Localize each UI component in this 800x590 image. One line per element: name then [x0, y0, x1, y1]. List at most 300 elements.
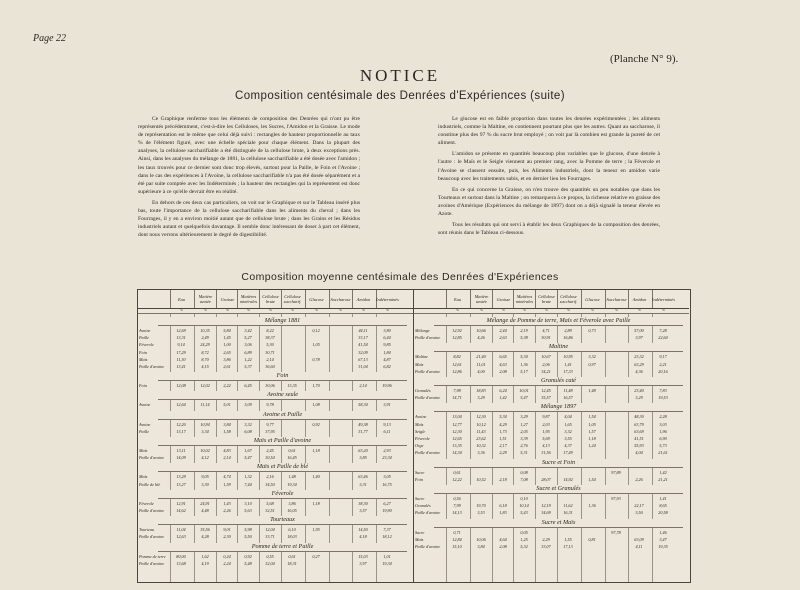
- table-cell: 4,26: [477, 335, 485, 341]
- table-cell: 16,05: [287, 508, 297, 513]
- table-cell: 5,34: [520, 354, 528, 360]
- table-cell: 10,06: [476, 536, 486, 542]
- table-cell: 12,30: [476, 414, 486, 420]
- row-label: Seigle: [415, 428, 426, 434]
- table-cell: 3,36: [477, 450, 485, 456]
- table-cell: 12,85: [452, 335, 462, 341]
- table-half-left: [138, 290, 414, 582]
- row-label: Foin: [415, 476, 423, 482]
- unit-mark: %: [339, 308, 342, 312]
- table-cell: 12,04: [265, 527, 275, 533]
- table-cell: 10,32: [476, 443, 486, 449]
- paragraph: En dehors de ces deux cas particuliers, on voit sur le Graphique et sur le Tableau inséré plus bas, toute l'importance de la cellulose saccharifiable dans les aliments du cheval ; dans les Fourrages, il y en a environ moitié autant que de cellulose brute ; dans les Grains et les Résidus industriels autant et quelquefois davantage. Il semble donc intéressant de doser à part cet élément, dont nous verrons ultérieurement le degré de digestibilité.: [138, 199, 360, 239]
- table-cell: 1,27: [520, 421, 528, 427]
- table-cell: 13,31: [176, 335, 186, 341]
- table-cell: 2,14: [266, 356, 274, 362]
- table-cell: 55,93: [634, 443, 644, 449]
- table-cell: 0,24: [223, 553, 231, 559]
- table-cell: 1,95: [542, 428, 550, 434]
- table-cell: 2,93: [383, 448, 391, 453]
- table-cell: 3,09: [244, 402, 252, 408]
- table-cell: 0,12: [312, 328, 320, 333]
- table-cell: 3,86: [223, 356, 231, 362]
- table-cell: 2,06: [542, 361, 550, 367]
- table-cell: 4,37: [564, 443, 572, 449]
- row-label: Maïs: [415, 421, 424, 427]
- unit-mark: %: [638, 308, 641, 312]
- table-cell: 5,37: [244, 364, 252, 369]
- table-cell: 5,69: [542, 436, 550, 441]
- unit-mark: %: [386, 308, 389, 312]
- table-cell: 1,05: [312, 342, 320, 348]
- column-header: Glucose: [305, 290, 327, 308]
- table-cell: 6,27: [383, 500, 391, 506]
- table-cell: 18,31: [287, 560, 297, 566]
- table-cell: 5,31: [520, 450, 528, 456]
- table-row: [138, 421, 413, 428]
- table-cell: 0,08: [520, 469, 528, 475]
- table-cell: 6,65: [499, 354, 507, 360]
- table-cell: 0,56: [453, 496, 461, 501]
- table-row: [414, 495, 689, 502]
- row-label: Maltine: [415, 354, 429, 360]
- table-cell: 14,50: [358, 527, 368, 533]
- table-cell: 2,26: [635, 476, 643, 482]
- column-header: Indéterminés: [376, 290, 398, 308]
- table-row: [138, 473, 413, 480]
- column-header: Matières minérales: [237, 290, 259, 308]
- table-cell: 2,29: [499, 450, 507, 456]
- section-heading: Pomme de terre et Paille: [158, 543, 407, 552]
- table-cell: 36,60: [265, 364, 275, 369]
- paragraph: En ce qui concerne la Graisse, on n'en trouve des quantités un peu notables que dans les Tourteaux et surtout dans la Maltine ; on remarquera à ce propos, la richesse relative en graisse des avoines d'Amérique (Expériences du mélange de 1897) dont on a déjà signalé la teneur élevée en Azote.: [438, 186, 660, 218]
- section-heading: Granulés caté: [434, 377, 683, 386]
- table-cell: 19,70: [476, 503, 486, 509]
- table-cell: 12,65: [452, 436, 462, 441]
- table-cell: 48,30: [634, 414, 644, 420]
- table-cell: 11,01: [476, 361, 486, 367]
- table-cell: 10,01: [519, 388, 529, 393]
- table-cell: 9,17: [659, 354, 667, 360]
- table-cell: 1,45: [223, 335, 231, 341]
- table-cell: 30,06: [265, 383, 275, 389]
- table-cell: 44,11: [358, 328, 368, 333]
- table-cell: 16,31: [563, 510, 573, 516]
- column-header: Eau: [446, 290, 468, 308]
- table-cell: 16,57: [563, 395, 573, 401]
- table-cell: 63,29: [634, 361, 644, 367]
- table-cell: 6,45: [244, 383, 252, 389]
- table-cell: 3,53: [477, 510, 485, 516]
- table-cell: 4,28: [201, 534, 209, 540]
- unit-mark: %: [456, 308, 459, 312]
- table-cell: 9,05: [201, 474, 209, 480]
- table-cell: 2,61: [223, 364, 231, 369]
- table-cell: 11,14: [200, 402, 210, 408]
- table-cell: 3,32: [564, 428, 572, 434]
- table-cell: 13,17: [176, 428, 186, 434]
- table-cell: 1,70: [312, 383, 320, 389]
- table-cell: 3,30: [201, 481, 209, 487]
- table-row: [414, 476, 689, 483]
- table-cell: 3,55: [564, 436, 572, 441]
- table-cell: 16,45: [287, 455, 297, 461]
- table-cell: 2,29: [542, 536, 550, 542]
- table-cell: 37,95: [265, 428, 275, 434]
- unit-mark: %: [567, 308, 570, 312]
- table-row: [138, 363, 413, 370]
- table-cell: 10,67: [541, 354, 551, 360]
- row-label: Sucre: [415, 469, 425, 475]
- table-cell: 0,92: [312, 421, 320, 427]
- table-cell: 41,54: [358, 342, 368, 348]
- table-cell: 21,40: [476, 354, 486, 360]
- table-cell: 5,68: [266, 500, 274, 506]
- table-cell: 4,64: [499, 536, 507, 542]
- table-cell: 3,85: [359, 455, 367, 461]
- table-cell: 11,48: [563, 388, 573, 393]
- row-label: Féverole: [139, 342, 154, 348]
- table-row: [414, 353, 689, 360]
- table-cell: 2,63: [499, 335, 507, 341]
- table-cell: 57,00: [634, 328, 644, 333]
- table-cell: 12,08: [176, 383, 186, 389]
- table-cell: 1,01: [383, 553, 391, 559]
- table-cell: 2,24: [223, 560, 231, 566]
- table-cell: 97,89: [611, 469, 621, 475]
- table-cell: 2,76: [520, 443, 528, 449]
- table-cell: 1,36: [520, 361, 528, 367]
- table-cell: 4,19: [201, 560, 209, 566]
- column-header: Cellulose brute: [535, 290, 557, 308]
- row-label: Féverole: [415, 436, 430, 441]
- paragraph: Ce Graphique renferme tous les éléments de composition des Denrées qui n'ont pu être représentés précédemment, c'est-à-dire les Celluloses, les Sucres, l'Amidon et la Graisse. Le mode de représentation est le même que celui déjà suivi : rectangles de hauteur proportionnelle au taux % de l'élément figuré, avec une échelle spéciale pour chaque élément. Dans la plupart des analyses, la cellulose saccharifiable a été distinguée de la cellulose brute, à deux exceptions près. Ainsi, dans les analyses du mélange de 1881, la cellulose saccharifiable a été dosée avec l'amidon ; les taux trouvés pour ce dernier sont donc trop élevés, surtout pour la Paille, le Foin et l'Avoine ; dans le cas des expériences à l'Avoine, la cellulose saccharifiable n'a pas été dosée séparément et a été par suite comptée avec les Indéterminés ; la hauteur des rectangles qui la représentent est donc supérieure à ce qu'elle devrait être en réalité.: [138, 116, 360, 195]
- table-cell: 19,90: [382, 508, 392, 513]
- table-row: [138, 382, 413, 389]
- table-cell: 1,40: [312, 474, 320, 480]
- table-cell: 97,93: [611, 496, 621, 501]
- table-cell: 5,43: [520, 510, 528, 516]
- table-cell: 9,85: [383, 342, 391, 348]
- table-cell: 2,44: [499, 328, 507, 333]
- table-cell: 2,28: [659, 414, 667, 420]
- table-cell: 4,74: [223, 474, 231, 480]
- row-label: Paille d'avoine: [139, 560, 165, 566]
- table-cell: 33,71: [265, 534, 275, 540]
- table-cell: 63,09: [634, 536, 644, 542]
- table-cell: 2,49: [201, 335, 209, 341]
- table-cell: 8,72: [201, 349, 209, 355]
- table-cell: 7,98: [453, 388, 461, 393]
- table-cell: 10,66: [476, 328, 486, 333]
- table-cell: 1,32: [244, 474, 252, 480]
- table-cell: 7,83: [659, 388, 667, 393]
- table-cell: 1,41: [564, 361, 572, 367]
- table-cell: 2,30: [223, 534, 231, 540]
- table-cell: 1,43: [223, 500, 231, 506]
- unit-mark: %: [615, 308, 618, 312]
- section-heading: Sucre et Maïs: [434, 519, 683, 528]
- table-row: [414, 421, 689, 428]
- table-cell: 0,55: [266, 553, 274, 559]
- table-cell: 19,34: [382, 560, 392, 566]
- table-cell: 4,04: [564, 414, 572, 420]
- table-cell: 20,16: [658, 368, 668, 374]
- column-header: Indéterminés: [652, 290, 674, 308]
- section-heading: Maïs et Paille de blé: [158, 463, 407, 472]
- table-cell: 1,00: [223, 342, 231, 348]
- table-cell: 63,79: [634, 421, 644, 427]
- table-row: [138, 526, 413, 533]
- table-cell: 5,34: [499, 414, 507, 420]
- section-heading: Maltine: [434, 343, 683, 352]
- table-cell: 5,50: [244, 534, 252, 540]
- table-cell: 14,62: [176, 508, 186, 513]
- row-label: Pomme de terre: [139, 553, 166, 559]
- column-header: Graisse: [492, 290, 514, 308]
- table-cell: 7,99: [453, 503, 461, 509]
- table-cell: 3,03: [659, 421, 667, 427]
- unit-mark: %: [502, 308, 505, 312]
- table-body: [414, 314, 689, 582]
- table-header: [138, 290, 413, 309]
- section-heading: Maïs et Paille d'avoine: [158, 437, 407, 446]
- section-heading: Mélange de Pomme de terre, Maïs et Féverole avec Paille: [434, 317, 683, 326]
- table-cell: 9,14: [177, 342, 185, 348]
- table-cell: 3,97: [359, 560, 367, 566]
- table-cell: 21,61: [658, 450, 668, 456]
- table-cell: 0,97: [588, 361, 596, 367]
- table-row: [138, 500, 413, 507]
- table-cell: 1,67: [244, 448, 252, 453]
- table-cell: 1,48: [588, 388, 596, 393]
- paragraph: Le glucose est en faible proportion dans toutes les denrées expérimentées ; les aliments industriels, comme la Maltine, en contiennent pourtant plus que les autres. Quant au saccharose, il constitue plus des 97 % du sucre brut employé ; on voit par là combien est grande la pureté de cet aliment.: [438, 116, 660, 147]
- table-row: [414, 413, 689, 420]
- row-label: Sucre: [415, 529, 425, 535]
- column-header: Matière azotée: [470, 290, 492, 308]
- row-label: Féverole: [139, 500, 154, 506]
- table-cell: 2,16: [266, 474, 274, 480]
- table-cell: 22,60: [658, 335, 668, 341]
- table-row: [414, 435, 689, 442]
- table-cell: 1,18: [312, 448, 320, 453]
- table-row: [138, 341, 413, 348]
- table-cell: 4,48: [201, 508, 209, 513]
- table-cell: 4,18: [359, 534, 367, 540]
- table-cell: 1,18: [312, 500, 320, 506]
- table-cell: 0,73: [588, 328, 596, 333]
- column-header: Glucose: [581, 290, 603, 308]
- table-cell: 4,12: [201, 455, 209, 461]
- table-cell: 6,18: [499, 503, 507, 509]
- unit-mark: %: [247, 308, 250, 312]
- table-cell: 17,29: [176, 349, 186, 355]
- table-row: [138, 447, 413, 454]
- table-cell: 1,83: [499, 510, 507, 516]
- table-cell: 2,14: [359, 383, 367, 389]
- unit-mark: %: [180, 308, 183, 312]
- table-title: Composition moyenne centésimale des Denrées d'Expériences: [241, 271, 559, 283]
- table-cell: 1,25: [520, 536, 528, 542]
- table-cell: 21,21: [658, 476, 668, 482]
- table-cell: 1,62: [201, 553, 209, 559]
- column-header: Amidon: [352, 290, 374, 308]
- table-cell: 1,73: [499, 428, 507, 434]
- table-cell: 6,10: [288, 527, 296, 533]
- table-row: [414, 442, 689, 449]
- table-cell: 10,12: [476, 421, 486, 427]
- table-cell: 63,20: [358, 448, 368, 453]
- table-cell: 0,61: [288, 553, 296, 559]
- table-row: [414, 536, 689, 543]
- table-cell: 18,83: [476, 388, 486, 393]
- table-cell: 12,64: [176, 402, 186, 408]
- table-cell: 5,98: [244, 527, 252, 533]
- table-cell: 67,13: [358, 356, 368, 362]
- section-heading: Foin: [158, 372, 407, 381]
- column-header: Cellulose saccharif.: [281, 290, 303, 308]
- table-cell: 16,86: [563, 335, 573, 341]
- table-cell: 3,50: [635, 510, 643, 516]
- table-cell: 0,78: [312, 356, 320, 362]
- table-row: [414, 361, 689, 368]
- table-row: [138, 560, 413, 567]
- table-cell: 4,36: [635, 368, 643, 374]
- row-label: Paille d'avoine: [139, 534, 165, 540]
- table-cell: 5,48: [244, 560, 252, 566]
- table-cell: 13,35: [452, 443, 462, 449]
- table-cell: 10,95: [563, 354, 573, 360]
- table-cell: 3,05: [383, 474, 391, 480]
- table-cell: 31,04: [358, 364, 368, 369]
- table-cell: 12,91: [176, 500, 186, 506]
- table-cell: 4,63: [499, 361, 507, 367]
- table-cell: 5,63: [244, 508, 252, 513]
- table-cell: 4,71: [542, 328, 550, 333]
- table-cell: 1,57: [588, 428, 596, 434]
- table-cell: 4,00: [477, 368, 485, 374]
- section-heading: Avoine et Paille: [158, 411, 407, 420]
- unit-mark: %: [291, 308, 294, 312]
- table-cell: 5,30: [266, 342, 274, 348]
- column-header: Matière azotée: [194, 290, 216, 308]
- table-cell: 19,34: [287, 481, 297, 487]
- page-number: Page 22: [33, 33, 67, 44]
- table-cell: 2,89: [564, 328, 572, 333]
- table-row: [138, 507, 413, 514]
- table-cell: 3,31: [359, 481, 367, 487]
- table-cell: 17,33: [563, 368, 573, 374]
- table-cell: 2,05: [520, 428, 528, 434]
- table-cell: 2,08: [499, 544, 507, 549]
- table-cell: 30,54: [265, 455, 275, 461]
- table-cell: 1,84: [383, 349, 391, 355]
- row-label: Paille d'avoine: [415, 544, 441, 549]
- unit-mark: %: [480, 308, 483, 312]
- table-cell: 33,17: [358, 335, 368, 341]
- row-label: Sucre: [415, 496, 425, 501]
- section-heading: Mélange 1897: [434, 403, 683, 412]
- table-row: [138, 533, 413, 540]
- table-cell: 3,91: [383, 402, 391, 408]
- table-cell: 3,29: [477, 395, 485, 401]
- table-cell: 11,62: [563, 503, 573, 509]
- table-cell: 5,38: [520, 335, 528, 341]
- table-cell: 32,04: [265, 560, 275, 566]
- table-cell: 1,42: [659, 469, 667, 475]
- table-row: [414, 543, 689, 550]
- table-cell: 10,94: [200, 421, 210, 427]
- page-title: NOTICE: [359, 66, 441, 85]
- table-row: [138, 334, 413, 341]
- table-cell: 3,80: [383, 328, 391, 333]
- table-cell: 4,83: [223, 448, 231, 453]
- table-cell: 6,44: [383, 335, 391, 341]
- table-cell: 6,24: [499, 388, 507, 393]
- table-cell: 1,48: [288, 474, 296, 480]
- table-row: [414, 387, 689, 394]
- table-cell: 3,47: [659, 536, 667, 542]
- table-cell: 14,13: [452, 510, 462, 516]
- table-cell: 9,77: [266, 421, 274, 427]
- section-heading: Féverole: [158, 490, 407, 499]
- table-row: [138, 401, 413, 408]
- table-cell: 2,26: [223, 508, 231, 513]
- table-cell: 12,61: [452, 361, 462, 367]
- table-cell: 13,04: [452, 414, 462, 420]
- row-label: Paille d'avoine: [139, 455, 165, 461]
- table-cell: 6,82: [383, 364, 391, 369]
- row-label: Avoine: [139, 402, 151, 408]
- paragraph: L'amidon se présente en quantités beaucoup plus variables que le glucose, d'une denrée à l'autre : le Maïs et le Seigle viennent au premier rang, avec la Pomme de terre ; la Féverole et l'Avoine se classent ensuite, puis, les Aliments industriels, dont la teneur en amidon varie beaucoup avec les traitements subis, et en dernier lieu les Fourrages.: [438, 151, 660, 182]
- table-cell: 9,87: [542, 414, 550, 420]
- row-label: Paille d'avoine: [415, 335, 441, 341]
- table-cell: 35,56: [200, 527, 210, 533]
- table-cell: 33,07: [541, 544, 551, 549]
- table-cell: 49,38: [358, 421, 368, 427]
- row-label: Maïs: [415, 361, 424, 367]
- table-cell: 12,19: [541, 503, 551, 509]
- table-cell: 1,96: [659, 428, 667, 434]
- column-header: Cellulose brute: [259, 290, 281, 308]
- table-cell: 23,32: [634, 354, 644, 360]
- table-cell: 30,91: [541, 335, 551, 341]
- table-cell: 16,75: [382, 481, 392, 487]
- table-cell: 18,12: [382, 534, 392, 540]
- table-cell: 34,21: [541, 368, 551, 374]
- table-cell: 23,34: [382, 455, 392, 461]
- table-cell: 4,15: [201, 364, 209, 369]
- table-cell: 3,57: [359, 508, 367, 513]
- table-cell: 18,03: [287, 534, 297, 540]
- column-header: Saccharose: [605, 290, 627, 308]
- table-row: [414, 394, 689, 401]
- table-cell: 23,40: [634, 388, 644, 393]
- table-cell: 3,06: [244, 342, 252, 348]
- table-cell: 5,17: [520, 368, 528, 374]
- table-cell: 15,10: [452, 544, 462, 549]
- table-cell: 10,35: [200, 328, 210, 333]
- table-cell: 7,08: [520, 476, 528, 482]
- table-cell: 14,92: [563, 476, 573, 482]
- table-cell: 38,37: [265, 335, 275, 341]
- section-heading: Tourteaux: [158, 516, 407, 525]
- table-cell: 10,14: [519, 503, 529, 509]
- plate-number: (Planche N° 9).: [610, 53, 679, 65]
- table-cell: 1,95: [312, 527, 320, 533]
- table-cell: 2,08: [499, 368, 507, 374]
- row-label: Paille: [139, 428, 150, 434]
